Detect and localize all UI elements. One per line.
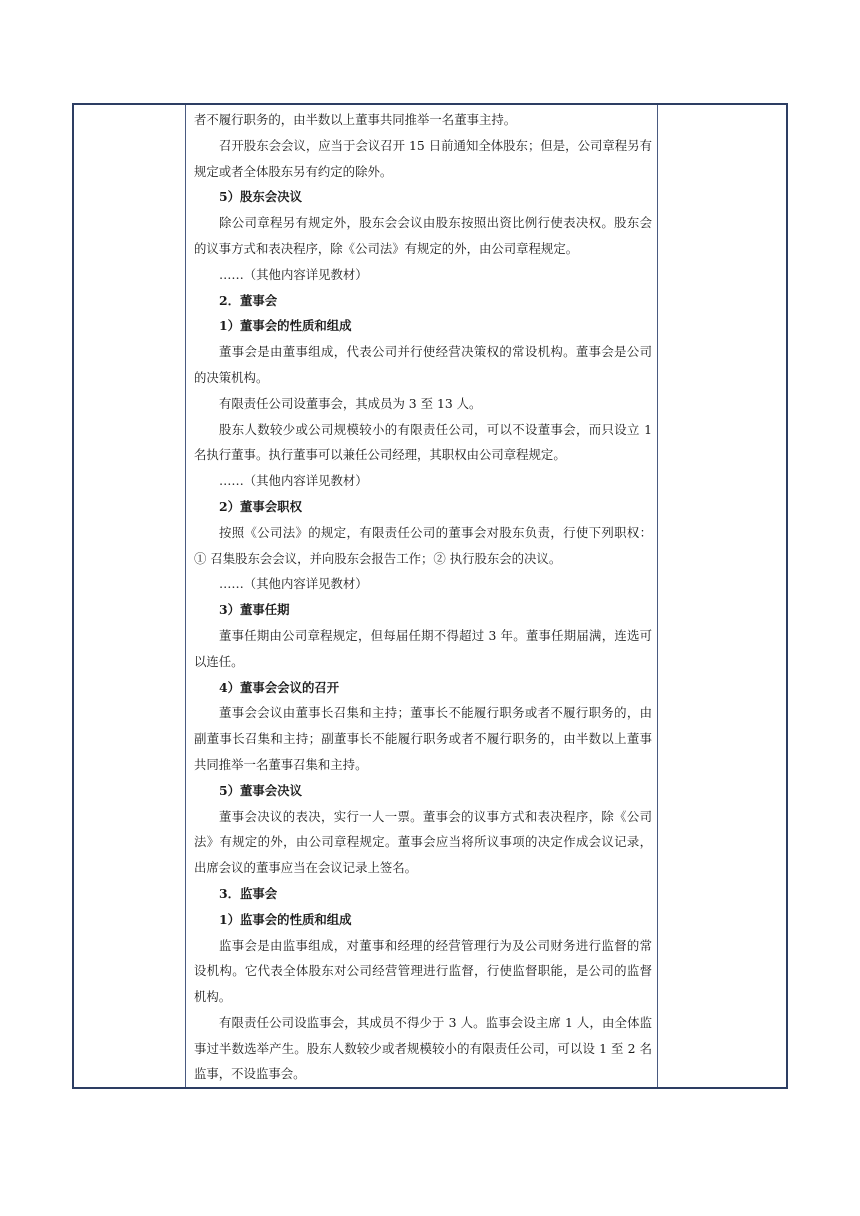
- section-heading: 3．监事会: [219, 885, 278, 901]
- content-cell: [194, 107, 652, 1087]
- body-paragraph: 有限责任公司设监事会，其成员不得少于 3 人。监事会设主席 1 人，由全体监事过半数选举产生。股东人数较少或者规模较小的有限责任公司，可以设 1 至 2 名监事，不设监事会。: [194, 1014, 652, 1082]
- body-paragraph: 召开股东会会议，应当于会议召开 15 日前通知全体股东；但是，公司章程另有规定或者全体股东另有约定的除外。: [194, 137, 652, 179]
- body-paragraph: ……（其他内容详见教材）: [219, 473, 368, 489]
- body-paragraph: ……（其他内容详见教材）: [219, 266, 368, 282]
- body-paragraph: 按照《公司法》的规定，有限责任公司的董事会对股东负责，行使下列职权：① 召集股东会会议，并向股东会报告工作；② 执行股东会的决议。: [194, 524, 652, 566]
- body-paragraph: 董事任期由公司章程规定，但每届任期不得超过 3 年。董事任期届满，连选可以连任。: [194, 627, 652, 669]
- left-column-divider: [185, 105, 186, 1087]
- section-heading: 2）董事会职权: [219, 498, 302, 514]
- section-heading: 4）董事会会议的召开: [219, 679, 340, 695]
- body-paragraph: 监事会是由监事组成，对董事和经理的经营管理行为及公司财务进行监督的常设机构。它代表全体股东对公司经营管理进行监督，行使监督职能，是公司的监督机构。: [194, 937, 652, 1005]
- lesson-plan-table: [72, 103, 788, 1089]
- section-heading: 1）董事会的性质和组成: [219, 318, 352, 334]
- section-heading: 2．董事会: [219, 292, 278, 308]
- section-heading: 1）监事会的性质和组成: [219, 911, 352, 927]
- body-paragraph: 董事会会议由董事长召集和主持；董事长不能履行职务或者不履行职务的，由副董事长召集和主持；副董事长不能履行职务或者不履行职务的，由半数以上董事共同推举一名董事召集和主持。: [194, 705, 652, 772]
- right-column-divider: [657, 105, 658, 1087]
- body-paragraph: 董事会决议的表决，实行一人一票。董事会的议事方式和表决程序，除《公司法》有规定的外，由公司章程规定。董事会应当将所议事项的决定作成会议记录，出席会议的董事应当在会议记录上签名。: [194, 808, 652, 876]
- body-paragraph: 股东人数较少或公司规模较小的有限责任公司，可以不设董事会，而只设立 1 名执行董事。执行董事可以兼任公司经理，其职权由公司章程规定。: [194, 421, 652, 463]
- body-paragraph: 除公司章程另有规定外，股东会会议由股东按照出资比例行使表决权。股东会的议事方式和表决程序，除《公司法》有规定的外，由公司章程规定。: [194, 215, 652, 256]
- body-paragraph: 董事会是由董事组成，代表公司并行使经营决策权的常设机构。董事会是公司的决策机构。: [194, 344, 652, 385]
- section-heading: 5）股东会决议: [219, 189, 302, 205]
- body-paragraph: 有限责任公司设董事会，其成员为 3 至 13 人。: [219, 395, 482, 411]
- body-paragraph: ……（其他内容详见教材）: [219, 576, 368, 592]
- section-heading: 3）董事任期: [219, 602, 290, 618]
- body-paragraph: 者不履行职务的，由半数以上董事共同推举一名董事主持。: [194, 112, 517, 127]
- section-heading: 5）董事会决议: [219, 782, 302, 798]
